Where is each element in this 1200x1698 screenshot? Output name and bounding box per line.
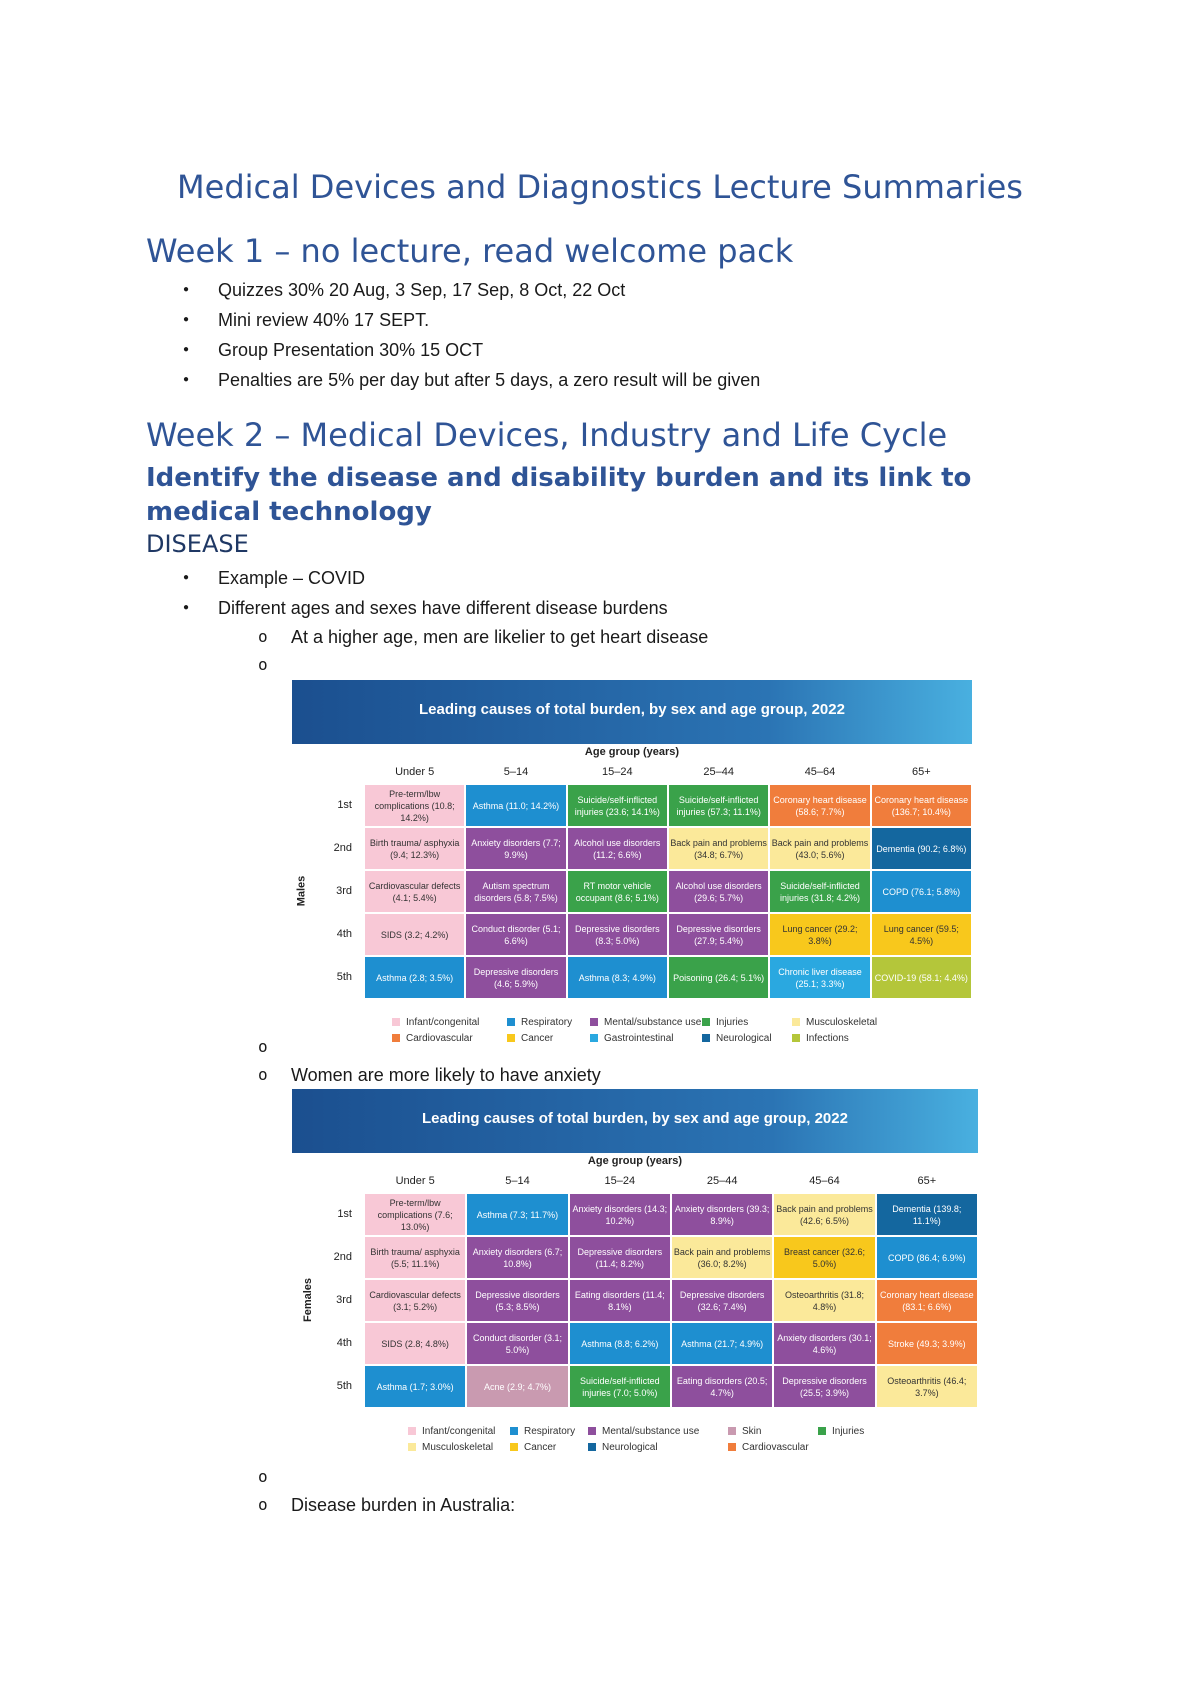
table-cell: Depressive disorders (4.6; 5.9%) xyxy=(465,956,566,999)
table-cell: Asthma (2.8; 3.5%) xyxy=(364,956,465,999)
list-item: o Disease burden in Australia: xyxy=(291,1491,515,1519)
rank-label: 5th xyxy=(336,970,352,983)
table-cell: RT motor vehicle occupant (8.6; 5.1%) xyxy=(567,870,668,913)
table-cell: COVID-19 (58.1; 4.4%) xyxy=(871,956,972,999)
table-cell: Osteoarthritis (46.4; 3.7%) xyxy=(876,1365,978,1408)
legend-label: Injuries xyxy=(832,1426,865,1437)
sub-list-australia xyxy=(291,1463,515,1519)
table-cell: Depressive disorders (27.9; 5.4%) xyxy=(668,913,769,956)
legend-label: Skin xyxy=(742,1426,762,1437)
rank-label: 1st xyxy=(337,1207,352,1220)
legend-label: Neurological xyxy=(602,1442,658,1453)
legend-label: Cardiovascular xyxy=(406,1033,473,1044)
legend-item xyxy=(792,1033,849,1044)
legend-label: Musculoskeletal xyxy=(422,1442,494,1453)
table-cell: Back pain and problems (34.8; 6.7%) xyxy=(668,827,769,870)
table-cell: Breast cancer (32.6; 5.0%) xyxy=(773,1236,875,1279)
table-cell: Back pain and problems (43.0; 5.6%) xyxy=(769,827,870,870)
table-cell: Anxiety disorders (6.7; 10.8%) xyxy=(466,1236,568,1279)
legend-item xyxy=(590,1033,673,1044)
legend-label: Infections xyxy=(806,1033,849,1044)
legend-swatch xyxy=(510,1427,518,1435)
legend-item xyxy=(792,1017,877,1028)
chart-title-banner: Leading causes of total burden, by sex and age group, 2022 xyxy=(292,680,972,744)
table-cell: Anxiety disorders (7.7; 9.9%) xyxy=(465,827,566,870)
table-cell: Lung cancer (59.5; 4.5%) xyxy=(871,913,972,956)
table-cell: Lung cancer (29.2; 3.8%) xyxy=(769,913,870,956)
legend-item xyxy=(408,1442,493,1453)
week1-heading: Week 1 – no lecture, read welcome pack xyxy=(146,232,794,270)
legend-item xyxy=(507,1017,572,1028)
legend-label: Musculoskeletal xyxy=(806,1017,878,1028)
legend-label: Mental/substance use xyxy=(602,1426,700,1437)
legend-label: Cancer xyxy=(521,1033,554,1044)
rank-label: 5th xyxy=(336,1379,352,1392)
rank-label: 2nd xyxy=(333,1250,352,1263)
table-cell: Eating disorders (20.5; 4.7%) xyxy=(671,1365,773,1408)
week1-bullet-list xyxy=(218,275,760,395)
rank-label: 3rd xyxy=(336,1293,352,1306)
column-header: 65+ xyxy=(917,1175,937,1187)
table-cell: Chronic liver disease (25.1; 3.3%) xyxy=(769,956,870,999)
legend-swatch xyxy=(728,1443,736,1451)
list-item: ● Example – COVID xyxy=(218,563,668,593)
legend-swatch xyxy=(408,1427,416,1435)
legend-swatch xyxy=(702,1018,710,1026)
table-cell: Birth trauma/ asphyxia (9.4; 12.3%) xyxy=(364,827,465,870)
list-item: ● Penalties are 5% per day but after 5 days, a zero result will be given xyxy=(218,365,760,395)
rank-label: 3rd xyxy=(336,884,352,897)
column-header: 5–14 xyxy=(503,766,529,778)
table-cell: Coronary heart disease (136.7; 10.4%) xyxy=(871,784,972,827)
list-item-empty xyxy=(291,651,708,679)
table-cell: Anxiety disorders (39.3; 8.9%) xyxy=(671,1193,773,1236)
table-cell: COPD (86.4; 6.9%) xyxy=(876,1236,978,1279)
females-burden-chart xyxy=(292,1089,978,1463)
legend-swatch xyxy=(590,1018,598,1026)
table-cell: Cardiovascular defects (3.1; 5.2%) xyxy=(364,1279,466,1322)
list-item: o Women are more likely to have anxiety xyxy=(291,1061,601,1089)
legend-item xyxy=(728,1426,761,1437)
table-cell: Alcohol use disorders (29.6; 5.7%) xyxy=(668,870,769,913)
rank-label: 4th xyxy=(336,927,352,940)
legend-label: Cardiovascular xyxy=(742,1442,809,1453)
table-cell: Cardiovascular defects (4.1; 5.4%) xyxy=(364,870,465,913)
legend-item xyxy=(588,1426,699,1437)
males-burden-chart xyxy=(292,680,972,1050)
table-cell: Back pain and problems (36.0; 8.2%) xyxy=(671,1236,773,1279)
table-cell: SIDS (3.2; 4.2%) xyxy=(364,913,465,956)
list-item-empty xyxy=(291,1033,601,1061)
table-cell: Anxiety disorders (30.1; 4.6%) xyxy=(773,1322,875,1365)
legend-item xyxy=(392,1017,479,1028)
table-cell: Conduct disorder (5.1; 6.6%) xyxy=(465,913,566,956)
table-cell: Suicide/self-inflicted injuries (57.3; 11.1%) xyxy=(668,784,769,827)
sub-list-men xyxy=(291,623,708,679)
legend-swatch xyxy=(792,1018,800,1026)
table-cell: Stroke (49.3; 3.9%) xyxy=(876,1322,978,1365)
list-item: o At a higher age, men are likelier to get heart disease xyxy=(291,623,708,651)
week2-heading: Week 2 – Medical Devices, Industry and Life Cycle xyxy=(146,416,948,454)
table-cell: Anxiety disorders (14.3; 10.2%) xyxy=(569,1193,671,1236)
table-cell: Asthma (8.3; 4.9%) xyxy=(567,956,668,999)
table-cell: Depressive disorders (5.3; 8.5%) xyxy=(466,1279,568,1322)
table-cell: Asthma (21.7; 4.9%) xyxy=(671,1322,773,1365)
legend-label: Infant/congenital xyxy=(406,1017,480,1028)
legend-swatch xyxy=(507,1018,515,1026)
age-group-label: Age group (years) xyxy=(584,746,680,758)
column-header: 5–14 xyxy=(505,1175,530,1187)
legend-item xyxy=(510,1442,556,1453)
legend-swatch xyxy=(702,1034,710,1042)
table-cell: Depressive disorders (32.6; 7.4%) xyxy=(671,1279,773,1322)
week2-subheading: Identify the disease and disability burden and its link to medical technology xyxy=(146,463,972,527)
column-header: Under 5 xyxy=(395,1175,435,1187)
table-cell: Coronary heart disease (58.6; 7.7%) xyxy=(769,784,870,827)
table-cell: Acne (2.9; 4.7%) xyxy=(466,1365,568,1408)
legend-label: Mental/substance use xyxy=(604,1017,702,1028)
legend-label: Gastrointestinal xyxy=(604,1033,674,1044)
table-cell: Asthma (8.8; 6.2%) xyxy=(569,1322,671,1365)
legend-label: Injuries xyxy=(716,1017,749,1028)
rank-label: 2nd xyxy=(333,841,352,854)
table-cell: Coronary heart disease (83.1; 6.6%) xyxy=(876,1279,978,1322)
list-item: ● Group Presentation 30% 15 OCT xyxy=(218,335,760,365)
table-cell: Autism spectrum disorders (5.8; 7.5%) xyxy=(465,870,566,913)
table-cell: Depressive disorders (11.4; 8.2%) xyxy=(569,1236,671,1279)
table-cell: Dementia (139.8; 11.1%) xyxy=(876,1193,978,1236)
column-header: Under 5 xyxy=(395,766,435,778)
rank-label: 1st xyxy=(337,798,352,811)
legend-label: Cancer xyxy=(524,1442,557,1453)
table-cell: Alcohol use disorders (11.2; 6.6%) xyxy=(567,827,668,870)
table-cell: Depressive disorders (25.5; 3.9%) xyxy=(773,1365,875,1408)
legend-item xyxy=(408,1426,495,1437)
table-cell: Pre-term/lbw complications (10.8; 14.2%) xyxy=(364,784,465,827)
table-cell: Back pain and problems (42.6; 6.5%) xyxy=(773,1193,875,1236)
legend-swatch xyxy=(588,1443,596,1451)
column-header: 45–64 xyxy=(804,766,836,778)
table-cell: Dementia (90.2; 6.8%) xyxy=(871,827,972,870)
legend-swatch xyxy=(818,1427,826,1435)
column-header: 65+ xyxy=(911,766,931,778)
list-item-empty xyxy=(291,1463,515,1491)
table-cell: Pre-term/lbw complications (7.6; 13.0%) xyxy=(364,1193,466,1236)
table-cell: Osteoarthritis (31.8; 4.8%) xyxy=(773,1279,875,1322)
column-header: 15–24 xyxy=(604,1175,636,1187)
table-cell: Asthma (11.0; 14.2%) xyxy=(465,784,566,827)
legend-item xyxy=(510,1426,575,1437)
legend-item xyxy=(590,1017,701,1028)
legend-item xyxy=(588,1442,658,1453)
legend-item xyxy=(728,1442,809,1453)
column-header: 25–44 xyxy=(706,1175,738,1187)
legend-label: Infant/congenital xyxy=(422,1426,496,1437)
legend-label: Neurological xyxy=(716,1033,772,1044)
table-cell: SIDS (2.8; 4.8%) xyxy=(364,1322,466,1365)
legend-swatch xyxy=(588,1427,596,1435)
table-cell: Suicide/self-inflicted injuries (31.8; 4.2%) xyxy=(769,870,870,913)
list-item: ● Different ages and sexes have different disease burdens xyxy=(218,593,668,623)
legend-swatch xyxy=(510,1443,518,1451)
legend-label: Respiratory xyxy=(524,1426,576,1437)
column-header: 45–64 xyxy=(809,1175,840,1187)
table-cell: Birth trauma/ asphyxia (5.5; 11.1%) xyxy=(364,1236,466,1279)
chart-title-banner: Leading causes of total burden, by sex and age group, 2022 xyxy=(292,1089,978,1153)
age-group-label: Age group (years) xyxy=(587,1155,683,1167)
table-cell: Depressive disorders (8.3; 5.0%) xyxy=(567,913,668,956)
legend-item xyxy=(818,1426,864,1437)
table-cell: Suicide/self-inflicted injuries (7.0; 5.0%) xyxy=(569,1365,671,1408)
legend-swatch xyxy=(408,1443,416,1451)
rank-label: 4th xyxy=(336,1336,352,1349)
column-header: 25–44 xyxy=(703,766,734,778)
table-cell: Eating disorders (11.4; 8.1%) xyxy=(569,1279,671,1322)
sub-list-women xyxy=(291,1033,601,1089)
document-title: Medical Devices and Diagnostics Lecture Summaries xyxy=(177,168,1023,206)
legend-label: Respiratory xyxy=(521,1017,573,1028)
sex-label: Males xyxy=(295,875,308,906)
table-cell: Poisoning (26.4; 5.1%) xyxy=(668,956,769,999)
table-cell: Conduct disorder (3.1; 5.0%) xyxy=(466,1322,568,1365)
table-cell: Suicide/self-inflicted injuries (23.6; 14.1%) xyxy=(567,784,668,827)
table-cell: Asthma (7.3; 11.7%) xyxy=(466,1193,568,1236)
sex-label: Females xyxy=(302,1277,315,1322)
disease-section-heading: DISEASE xyxy=(146,530,249,558)
table-cell: Asthma (1.7; 3.0%) xyxy=(364,1365,466,1408)
list-item: ● Mini review 40% 17 SEPT. xyxy=(218,305,760,335)
list-item: ● Quizzes 30% 20 Aug, 3 Sep, 17 Sep, 8 Oct, 22 Oct xyxy=(218,275,760,305)
disease-bullet-list xyxy=(218,563,668,623)
legend-swatch xyxy=(728,1427,736,1435)
legend-item xyxy=(702,1017,748,1028)
column-header: 15–24 xyxy=(602,766,633,778)
legend-swatch xyxy=(392,1018,400,1026)
legend-swatch xyxy=(792,1034,800,1042)
table-cell: COPD (76.1; 5.8%) xyxy=(871,870,972,913)
legend-item xyxy=(702,1033,772,1044)
